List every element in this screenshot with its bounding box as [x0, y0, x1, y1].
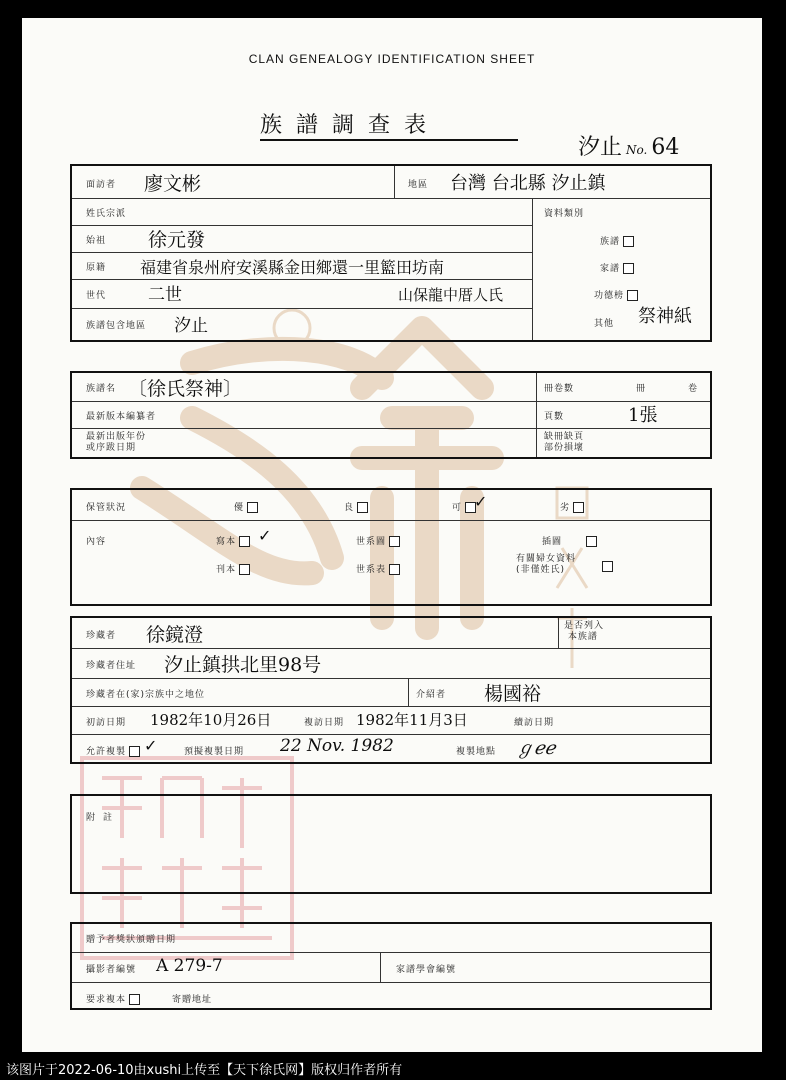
- introducer-label: 介紹者: [416, 690, 447, 700]
- content-female-records-checkbox[interactable]: [602, 561, 613, 572]
- include-label: 是否列入 本族譜: [564, 621, 605, 642]
- address-value: 汐止鎮拱北里98号: [164, 654, 322, 676]
- holder-label: 珍藏者: [86, 631, 117, 641]
- other-value: 祭神紙: [638, 306, 692, 327]
- address-label: 珍藏者住址: [86, 661, 137, 671]
- visitor-label: 面訪者: [86, 180, 117, 190]
- condition-good: 良: [344, 500, 368, 513]
- section-notes: [70, 794, 712, 894]
- missing-label: 缺冊缺頁 部份損壞: [544, 432, 585, 453]
- section-condition: [70, 488, 712, 606]
- doc-no-label: No.: [626, 143, 648, 157]
- type-genealogy-checkbox[interactable]: [623, 236, 634, 247]
- area-value: 汐止: [174, 316, 208, 336]
- condition-poor-checkbox[interactable]: [573, 502, 584, 513]
- condition-fair: 可: [452, 500, 476, 513]
- content-printed-checkbox[interactable]: [239, 564, 250, 575]
- ancestor-label: 始祖: [86, 236, 107, 246]
- clan-label: 姓氏宗派: [86, 209, 127, 219]
- section-holder: [70, 616, 712, 764]
- condition-poor: 劣: [560, 500, 584, 513]
- doc-no-value: 64: [651, 135, 680, 160]
- name-value: 〔徐氏祭神〕: [128, 378, 243, 400]
- content-manuscript-checkbox[interactable]: [239, 536, 250, 547]
- english-title: CLAN GENEALOGY IDENTIFICATION SHEET: [248, 52, 536, 66]
- content-lineage-table: 世系表: [356, 562, 400, 575]
- origin-value: 福建省泉州府安溪縣金田鄉還一里籃田坊南: [140, 258, 445, 277]
- content-illustration: 插圖: [542, 534, 597, 547]
- pages-value: 1張: [628, 405, 658, 426]
- holder-value: 徐鏡澄: [146, 624, 204, 646]
- first-visit-label: 初訪日期: [86, 718, 127, 728]
- society-label: 家譜學會編號: [396, 965, 457, 975]
- content-lineage-chart-checkbox[interactable]: [389, 536, 400, 547]
- type-family-checkbox[interactable]: [623, 263, 634, 274]
- pages-label: 頁數: [544, 412, 565, 422]
- document-number: [578, 130, 679, 161]
- ancestor-value: 徐元發: [148, 229, 206, 251]
- area-label: 族譜包含地區: [86, 321, 147, 331]
- region-label: 地區: [408, 180, 429, 190]
- revisit-label: 複訪日期: [304, 718, 345, 728]
- section-genealogy-info: [70, 371, 712, 459]
- genealogy-sheet: [22, 18, 762, 1052]
- donor-label: 贈予者獎狀頒贈日期: [86, 935, 177, 945]
- introducer-value: 楊國裕: [484, 683, 542, 705]
- other-label: 其他: [594, 319, 615, 329]
- section-basic-info: [70, 164, 712, 342]
- doc-no-place: 汐止: [578, 135, 623, 160]
- revisit-value: 1982年11月3日: [356, 711, 468, 729]
- volumes-unit-1: 冊: [636, 384, 647, 394]
- type-merit-checkbox[interactable]: [627, 290, 638, 301]
- copy-place-value: ℊℯℯ: [516, 738, 556, 759]
- content-illustration-checkbox[interactable]: [586, 536, 597, 547]
- name-label: 族譜名: [86, 384, 117, 394]
- permit-check-mark: ✓: [144, 736, 158, 755]
- content-lineage-chart: 世系圖: [356, 534, 400, 547]
- permit-checkbox[interactable]: [129, 746, 140, 757]
- condition-good-checkbox[interactable]: [357, 502, 368, 513]
- type-family: 家譜: [600, 261, 634, 274]
- condition-fair-check-mark: ✓: [474, 492, 488, 511]
- copy-date-value: 22 Nov. 1982: [280, 736, 394, 756]
- content-lineage-table-checkbox[interactable]: [389, 564, 400, 575]
- position-label: 珍藏者在(家)宗族中之地位: [86, 690, 206, 700]
- visitor-value: 廖文彬: [144, 173, 202, 195]
- photo-value: A 279-7: [156, 956, 223, 976]
- residence-note: 山保龍中厝人氏: [398, 286, 504, 304]
- condition-excellent: 優: [234, 500, 258, 513]
- photo-label: 攝影者編號: [86, 965, 137, 975]
- notes-label: 附註: [86, 813, 121, 823]
- generation-value: 二世: [148, 285, 182, 305]
- copy-date-label: 預擬複製日期: [184, 747, 245, 757]
- origin-label: 原籍: [86, 263, 107, 273]
- type-header: 資料類別: [544, 209, 585, 219]
- content-manuscript: 寫本: [216, 534, 250, 547]
- mail-label: 寄贈地址: [172, 995, 213, 1005]
- content-female-records: 有關婦女資料 (非僅姓氏): [516, 554, 577, 575]
- page-title: 族譜調查表: [260, 113, 441, 138]
- type-merit: 功德榜: [594, 288, 638, 301]
- request-checkbox[interactable]: [129, 994, 140, 1005]
- editor-label: 最新版本編纂者: [86, 412, 157, 422]
- title-underline: [260, 139, 518, 141]
- pub-date-label: 最新出版年份 或序跋日期: [86, 432, 147, 453]
- region-value: 台灣 台北縣 汐止鎮: [450, 173, 606, 194]
- volumes-label: 冊卷數: [544, 384, 575, 394]
- content-manuscript-check-mark: ✓: [258, 526, 272, 545]
- followup-label: 續訪日期: [514, 718, 555, 728]
- permit-label: 允許複製: [86, 744, 140, 757]
- volumes-unit-2: 卷: [688, 384, 699, 394]
- type-genealogy: 族譜: [600, 234, 634, 247]
- section-donation: [70, 922, 712, 1010]
- copy-place-label: 複製地點: [456, 747, 497, 757]
- condition-excellent-checkbox[interactable]: [247, 502, 258, 513]
- content-label: 內容: [86, 537, 107, 547]
- content-printed: 刊本: [216, 562, 250, 575]
- condition-label: 保管狀況: [86, 503, 127, 513]
- copyright-footer: 该图片于2022-06-10由xushi上传至【天下徐氏网】版权归作者所有: [6, 1063, 403, 1078]
- request-label: 要求複本: [86, 992, 140, 1005]
- generation-label: 世代: [86, 291, 107, 301]
- first-visit-value: 1982年10月26日: [150, 711, 272, 729]
